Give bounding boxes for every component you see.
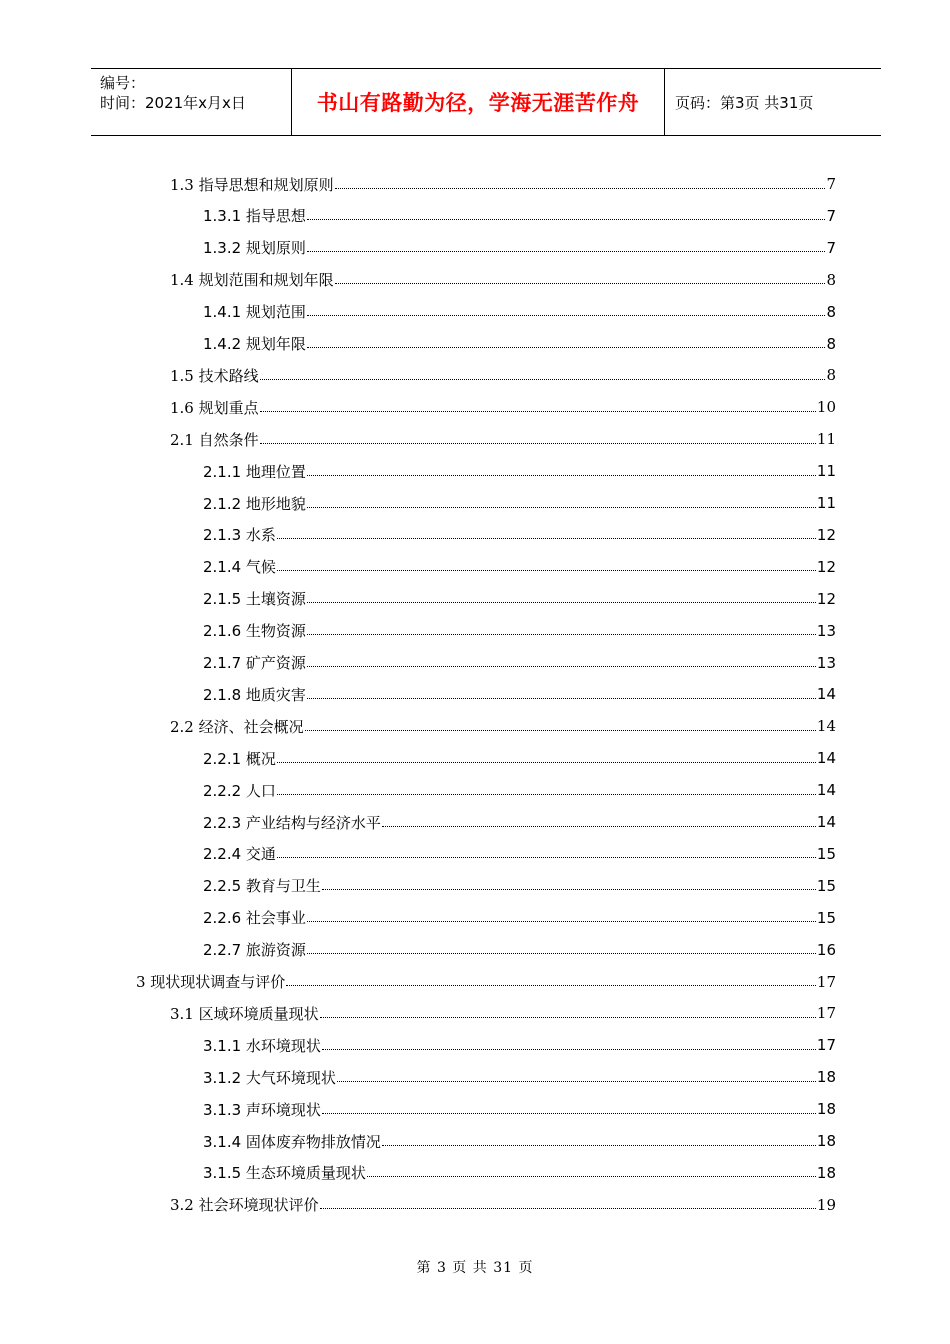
toc-entry-page: 15	[816, 876, 836, 895]
toc-entry-label: 2.1.8 地质灾害	[203, 685, 306, 704]
toc-entry[interactable]	[203, 1061, 836, 1093]
toc-entry-page: 18	[816, 1132, 836, 1150]
toc-entry[interactable]	[203, 232, 836, 264]
toc-entry-label: 2.2.4 交通	[203, 845, 276, 864]
toc-entry[interactable]	[203, 774, 836, 806]
toc-entry[interactable]	[203, 200, 836, 232]
document-id-label: 编号：	[100, 74, 146, 92]
toc-entry[interactable]	[203, 583, 836, 615]
toc-leader-dots	[307, 634, 816, 635]
toc-entry-page: 14	[816, 749, 836, 768]
toc-entry-page: 8	[826, 366, 836, 385]
toc-entry[interactable]	[170, 423, 836, 455]
toc-leader-dots	[307, 475, 816, 476]
toc-entry-page: 14	[816, 781, 836, 800]
toc-leader-dots	[307, 507, 816, 508]
toc-leader-dots	[307, 315, 826, 316]
toc-entry[interactable]	[170, 168, 836, 200]
toc-entry-page: 11	[816, 462, 836, 481]
toc-entry[interactable]	[203, 870, 836, 902]
toc-leader-dots	[277, 538, 816, 539]
toc-leader-dots	[335, 188, 826, 189]
toc-leader-dots	[307, 347, 826, 348]
toc-entry-label: 3.2 社会环境现状评价	[170, 1196, 319, 1215]
toc-entry[interactable]	[203, 296, 836, 328]
toc-entry-page: 16	[816, 940, 836, 959]
toc-entry-label: 2.1.4 气候	[203, 558, 276, 577]
toc-entry-label: 2.1.5 土壤资源	[203, 590, 306, 609]
toc-entry-label: 2.1.2 地形地貌	[203, 494, 306, 513]
toc-entry-page: 15	[816, 844, 836, 863]
toc-entry[interactable]	[203, 806, 836, 838]
toc-entry-label: 3 现状现状调查与评价	[136, 973, 286, 991]
header-motto: 书山有路勤为径，学海无涯苦作舟	[292, 69, 665, 135]
toc-leader-dots	[335, 283, 826, 284]
toc-entry-page: 18	[816, 1068, 836, 1087]
toc-leader-dots	[322, 1049, 816, 1050]
toc-entry[interactable]	[203, 902, 836, 934]
toc-entry-page: 7	[826, 238, 836, 257]
toc-entry-label: 1.3 指导思想和规划原则	[170, 175, 334, 194]
toc-entry-page: 7	[826, 206, 836, 225]
toc-entry-page: 18	[816, 1163, 836, 1182]
toc-entry-page: 17	[816, 1036, 836, 1055]
page-footer: 第 3 页 共 31 页	[416, 1260, 534, 1276]
toc-entry-label: 1.4.1 规划范围	[203, 303, 306, 322]
toc-leader-dots	[307, 953, 816, 954]
toc-entry-label: 2.2.2 人口	[203, 781, 276, 800]
toc-entry-page: 18	[816, 1100, 836, 1119]
toc-entry[interactable]	[170, 264, 836, 296]
toc-leader-dots	[307, 698, 816, 699]
toc-entry-page: 8	[826, 302, 836, 321]
toc-entry-label: 2.1.3 水系	[203, 526, 276, 545]
toc-entry-page: 12	[816, 557, 836, 576]
toc-entry-page: 15	[816, 908, 836, 927]
toc-entry[interactable]	[203, 455, 836, 487]
toc-entry-label: 2.1 自然条件	[170, 430, 259, 449]
toc-leader-dots	[286, 985, 816, 986]
toc-entry[interactable]	[203, 1157, 836, 1189]
toc-entry-page: 13	[816, 653, 836, 672]
toc-entry-page: 11	[816, 430, 836, 449]
toc-entry[interactable]	[203, 742, 836, 774]
toc-entry[interactable]	[203, 1093, 836, 1125]
toc-entry-label: 3.1 区域环境质量现状	[170, 1004, 319, 1023]
toc-entry[interactable]	[203, 487, 836, 519]
toc-entry-page: 10	[816, 398, 836, 417]
toc-entry-page: 14	[816, 685, 836, 704]
toc-entry-label: 2.2 经济、社会概况	[170, 717, 304, 736]
toc-entry-label: 3.1.1 水环境现状	[203, 1036, 321, 1055]
toc-leader-dots	[260, 411, 816, 412]
toc-entry[interactable]	[203, 838, 836, 870]
toc-leader-dots	[307, 921, 816, 922]
toc-entry-label: 2.2.5 教育与卫生	[203, 877, 321, 896]
toc-entry-label: 2.1.6 生物资源	[203, 622, 306, 641]
toc-entry[interactable]	[203, 678, 836, 710]
toc-leader-dots	[382, 826, 816, 827]
toc-leader-dots	[367, 1176, 816, 1177]
toc-entry-label: 1.3.2 规划原则	[203, 239, 306, 258]
toc-leader-dots	[307, 666, 816, 667]
toc-leader-dots	[260, 379, 826, 380]
toc-leader-dots	[320, 1017, 816, 1018]
toc-entry[interactable]	[203, 519, 836, 551]
toc-entry-label: 2.1.1 地理位置	[203, 462, 306, 481]
toc-entry-label: 2.2.3 产业结构与经济水平	[203, 813, 381, 832]
toc-entry-page: 8	[826, 270, 836, 289]
toc-entry[interactable]	[203, 934, 836, 966]
document-time: 时间：2021年x月x日	[100, 94, 246, 112]
toc-entry[interactable]	[170, 997, 836, 1029]
toc-leader-dots	[337, 1081, 816, 1082]
toc-leader-dots	[320, 1208, 816, 1209]
toc-entry[interactable]	[170, 359, 836, 391]
toc-entry[interactable]	[203, 551, 836, 583]
toc-leader-dots	[305, 730, 816, 731]
toc-entry[interactable]	[203, 1125, 836, 1157]
toc-entry-page: 12	[816, 525, 836, 544]
toc-leader-dots	[322, 889, 816, 890]
toc-entry-page: 13	[816, 621, 836, 640]
toc-entry-page: 14	[816, 717, 836, 736]
toc-entry-label: 3.1.2 大气环境现状	[203, 1068, 336, 1087]
toc-leader-dots	[260, 443, 816, 444]
toc-leader-dots	[277, 857, 816, 858]
toc-entry[interactable]	[203, 647, 836, 679]
toc-entry[interactable]	[203, 1029, 836, 1061]
toc-leader-dots	[307, 602, 816, 603]
toc-leader-dots	[277, 570, 816, 571]
toc-leader-dots	[277, 762, 816, 763]
toc-entry-label: 2.2.1 概况	[203, 749, 276, 768]
toc-leader-dots	[382, 1145, 816, 1146]
toc-entry[interactable]	[170, 710, 836, 742]
toc-entry-label: 3.1.4 固体废弃物排放情况	[203, 1132, 381, 1151]
toc-entry-label: 2.1.7 矿产资源	[203, 654, 306, 672]
page-header	[91, 68, 881, 136]
toc-entry-label: 3.1.5 生态环境质量现状	[203, 1164, 366, 1183]
toc-entry-page: 14	[816, 813, 836, 831]
toc-entry-label: 1.3.1 指导思想	[203, 207, 306, 226]
header-meta	[91, 69, 292, 135]
toc-entry[interactable]	[170, 1189, 836, 1221]
toc-entry-label: 1.6 规划重点	[170, 398, 259, 417]
toc-entry[interactable]	[203, 328, 836, 360]
toc-entry[interactable]	[136, 966, 836, 998]
toc-entry-label: 3.1.3 声环境现状	[203, 1100, 321, 1119]
toc-entry-page: 17	[816, 1004, 836, 1023]
toc-entry[interactable]	[170, 391, 836, 423]
toc-leader-dots	[307, 219, 826, 220]
toc-entry-label: 1.5 技术路线	[170, 366, 259, 385]
toc-entry-page: 17	[816, 972, 836, 991]
toc-entry-page: 7	[826, 175, 836, 193]
toc-entry-page: 19	[816, 1195, 836, 1214]
toc-entry-page: 12	[816, 589, 836, 608]
toc-leader-dots	[307, 251, 826, 252]
header-page-info: 页码：第3页 共31页	[675, 93, 814, 112]
toc-leader-dots	[277, 794, 816, 795]
toc-entry-label: 2.2.7 旅游资源	[203, 941, 306, 960]
toc-entry-label: 2.2.6 社会事业	[203, 909, 306, 928]
toc-entry[interactable]	[203, 615, 836, 647]
toc-leader-dots	[322, 1113, 816, 1114]
toc-entry-label: 1.4 规划范围和规划年限	[170, 271, 334, 290]
toc-entry-page: 8	[826, 334, 836, 353]
toc-entry-label: 1.4.2 规划年限	[203, 335, 306, 353]
toc-entry-page: 11	[816, 494, 836, 512]
